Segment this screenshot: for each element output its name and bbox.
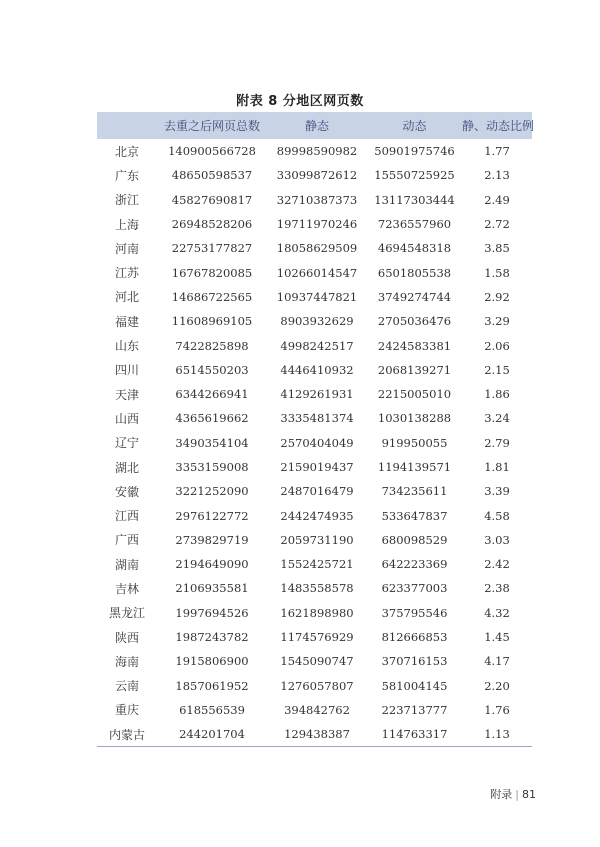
cell-total-pages: 45827690817	[171, 192, 253, 207]
cell-dynamic: 2068139271	[377, 362, 452, 377]
cell-region: 江苏	[114, 266, 139, 281]
table-row	[97, 649, 532, 673]
cell-static: 1276057807	[280, 678, 354, 693]
cell-region: 江西	[114, 509, 139, 524]
cell-ratio: 1.45	[484, 630, 510, 645]
cell-dynamic: 15550725925	[374, 168, 455, 183]
cell-ratio: 4.17	[484, 654, 510, 669]
cell-total-pages: 3490354104	[175, 435, 249, 450]
cell-ratio: 2.20	[484, 678, 510, 693]
cell-ratio: 1.13	[462, 722, 532, 747]
cell-total-pages: 1857061952	[175, 678, 249, 693]
cell-ratio: 1.58	[484, 265, 510, 280]
cell-region: 安徽	[114, 484, 139, 499]
cell-ratio: 3.29	[484, 314, 510, 329]
cell-ratio: 2.15	[484, 362, 510, 377]
cell-ratio: 2.38	[484, 581, 510, 596]
table-row	[97, 455, 532, 479]
cell-total-pages: 1915806900	[175, 654, 249, 669]
cell-region: 内蒙古	[97, 722, 157, 747]
region-webpage-table	[97, 112, 535, 747]
cell-ratio: 1.76	[484, 702, 510, 717]
cell-total-pages: 2739829719	[175, 532, 249, 547]
table-row	[97, 163, 532, 187]
page-number: 81	[522, 788, 536, 801]
table-row	[97, 260, 532, 284]
cell-total-pages: 26948528206	[171, 217, 253, 232]
cell-dynamic: 680098529	[381, 532, 448, 547]
cell-ratio: 1.86	[484, 387, 510, 402]
cell-ratio: 3.39	[484, 484, 510, 499]
cell-dynamic: 7236557960	[377, 217, 452, 232]
cell-total-pages: 6344266941	[175, 387, 249, 402]
table-row	[97, 674, 532, 698]
table-row	[97, 625, 532, 649]
table-row	[97, 528, 532, 552]
header-region	[97, 112, 157, 139]
cell-ratio: 2.49	[484, 192, 510, 207]
cell-total-pages: 618556539	[179, 702, 245, 717]
cell-ratio: 2.72	[484, 217, 510, 232]
cell-region: 河北	[114, 290, 139, 305]
footer-label: 附录	[490, 788, 513, 801]
cell-static: 1483558578	[280, 581, 354, 596]
cell-static: 1545090747	[280, 654, 354, 669]
table-row	[97, 601, 532, 625]
table-row	[97, 358, 532, 382]
cell-region: 陕西	[114, 630, 139, 645]
cell-ratio: 3.24	[484, 411, 510, 426]
cell-dynamic: 6501805538	[377, 265, 452, 280]
cell-region: 湖北	[114, 460, 139, 475]
cell-dynamic: 623377003	[381, 581, 448, 596]
cell-region: 河南	[114, 241, 139, 256]
table-row	[97, 698, 532, 722]
table-row	[97, 503, 532, 527]
cell-static: 89998590982	[276, 144, 358, 159]
cell-dynamic: 2424583381	[377, 338, 452, 353]
cell-region: 湖南	[114, 557, 139, 572]
cell-region: 辽宁	[114, 436, 139, 451]
cell-region: 北京	[114, 144, 139, 159]
table-body	[97, 139, 532, 747]
cell-ratio: 1.77	[484, 144, 510, 159]
cell-dynamic: 3749274744	[377, 289, 452, 304]
table-row	[97, 285, 532, 309]
cell-region: 四川	[114, 363, 139, 378]
cell-total-pages: 2976122772	[175, 508, 249, 523]
cell-region: 广西	[114, 533, 139, 548]
cell-region: 黑龙江	[108, 606, 145, 621]
cell-total-pages: 14686722565	[171, 289, 253, 304]
cell-total-pages: 4365619662	[175, 411, 249, 426]
table-row	[97, 406, 532, 430]
table-row	[97, 722, 532, 747]
cell-total-pages: 244201704	[157, 722, 267, 747]
cell-static: 2159019437	[280, 460, 354, 474]
cell-total-pages: 48650598537	[171, 168, 253, 183]
cell-total-pages: 1997694526	[175, 605, 249, 620]
table-title: 附表 8 分地区网页数	[236, 94, 364, 109]
cell-region: 海南	[114, 654, 139, 669]
page-footer	[490, 786, 536, 802]
header-static: 静态	[304, 119, 329, 133]
cell-dynamic: 375795546	[381, 605, 448, 620]
cell-region: 福建	[114, 314, 139, 329]
table-row	[97, 309, 532, 333]
cell-static: 2442474935	[280, 508, 354, 523]
cell-dynamic: 1194139571	[377, 460, 452, 474]
cell-dynamic: 4694548318	[377, 241, 452, 256]
cell-static: 10937447821	[276, 289, 358, 304]
cell-region: 吉林	[114, 581, 139, 596]
cell-dynamic: 50901975746	[374, 144, 455, 159]
table-row	[97, 479, 532, 503]
cell-static: 33099872612	[276, 168, 358, 183]
cell-ratio: 4.32	[484, 605, 510, 620]
header-dynamic: 动态	[402, 119, 427, 133]
cell-dynamic: 370716153	[381, 654, 448, 669]
table-row	[97, 382, 532, 406]
cell-dynamic: 642223369	[381, 557, 448, 572]
cell-dynamic: 13117303444	[374, 192, 455, 207]
cell-total-pages: 3353159008	[175, 460, 249, 474]
table-row	[97, 236, 532, 260]
cell-static: 129438387	[267, 722, 367, 747]
table-row	[97, 212, 532, 236]
cell-ratio: 2.13	[484, 168, 510, 183]
footer-separator: |	[515, 788, 519, 801]
cell-region: 广东	[114, 168, 139, 183]
table-row	[97, 333, 532, 357]
cell-dynamic: 812666853	[381, 630, 448, 645]
cell-total-pages: 22753177827	[171, 241, 253, 256]
cell-static: 4998242517	[280, 338, 354, 353]
cell-region: 云南	[114, 679, 139, 694]
cell-total-pages: 1987243782	[175, 630, 249, 645]
table-row	[97, 552, 532, 576]
cell-static: 8903932629	[280, 314, 354, 329]
cell-total-pages: 6514550203	[175, 362, 249, 377]
cell-static: 18058629509	[276, 241, 358, 256]
cell-static: 1621898980	[280, 605, 354, 620]
cell-ratio: 2.06	[484, 338, 510, 353]
cell-dynamic: 581004145	[381, 678, 448, 693]
table-row	[97, 576, 532, 600]
cell-ratio: 4.58	[484, 508, 510, 523]
cell-ratio: 2.79	[484, 435, 510, 450]
cell-dynamic: 223713777	[381, 702, 448, 717]
cell-dynamic: 2215005010	[377, 387, 452, 402]
cell-total-pages: 3221252090	[175, 484, 249, 499]
cell-static: 2570404049	[280, 435, 354, 450]
cell-static: 2059731190	[280, 532, 354, 547]
cell-static: 19711970246	[276, 217, 358, 232]
cell-region: 天津	[114, 387, 139, 402]
cell-total-pages: 16767820085	[171, 265, 253, 280]
cell-dynamic: 114763317	[367, 722, 462, 747]
cell-static: 32710387373	[276, 192, 358, 207]
cell-static: 4129261931	[280, 387, 354, 402]
cell-ratio: 2.42	[484, 557, 510, 572]
cell-total-pages: 140900566728	[168, 144, 256, 159]
cell-static: 3335481374	[280, 411, 354, 426]
cell-region: 山西	[114, 411, 139, 426]
cell-ratio: 1.81	[484, 460, 510, 474]
cell-dynamic: 734235611	[381, 484, 448, 499]
cell-static: 1552425721	[280, 557, 354, 572]
cell-dynamic: 919950055	[381, 435, 448, 450]
cell-total-pages: 7422825898	[175, 338, 249, 353]
cell-region: 重庆	[114, 703, 139, 718]
header-row	[97, 112, 532, 139]
data-table-container	[97, 112, 535, 747]
cell-dynamic: 1030138288	[377, 411, 452, 426]
cell-static: 394842762	[284, 702, 350, 717]
header-total-pages: 去重之后网页总数	[163, 119, 260, 133]
cell-ratio: 3.85	[484, 241, 510, 256]
cell-total-pages: 11608969105	[171, 314, 253, 329]
cell-static: 4446410932	[280, 362, 354, 377]
cell-region: 浙江	[114, 193, 139, 208]
table-header	[97, 112, 535, 139]
cell-region: 山东	[114, 339, 139, 354]
table-row	[97, 431, 532, 455]
cell-static: 2487016479	[280, 484, 354, 499]
cell-ratio: 2.92	[484, 289, 510, 304]
cell-dynamic: 2705036476	[377, 314, 452, 329]
cell-total-pages: 2106935581	[175, 581, 249, 596]
header-ratio: 静、动态比例	[462, 119, 535, 133]
cell-static: 1174576929	[280, 630, 354, 645]
cell-ratio: 3.03	[484, 532, 510, 547]
cell-total-pages: 2194649090	[175, 557, 249, 572]
table-row	[97, 188, 532, 212]
table-row	[97, 139, 532, 163]
cell-region: 上海	[114, 217, 139, 232]
cell-dynamic: 533647837	[381, 508, 448, 523]
cell-static: 10266014547	[276, 265, 358, 280]
